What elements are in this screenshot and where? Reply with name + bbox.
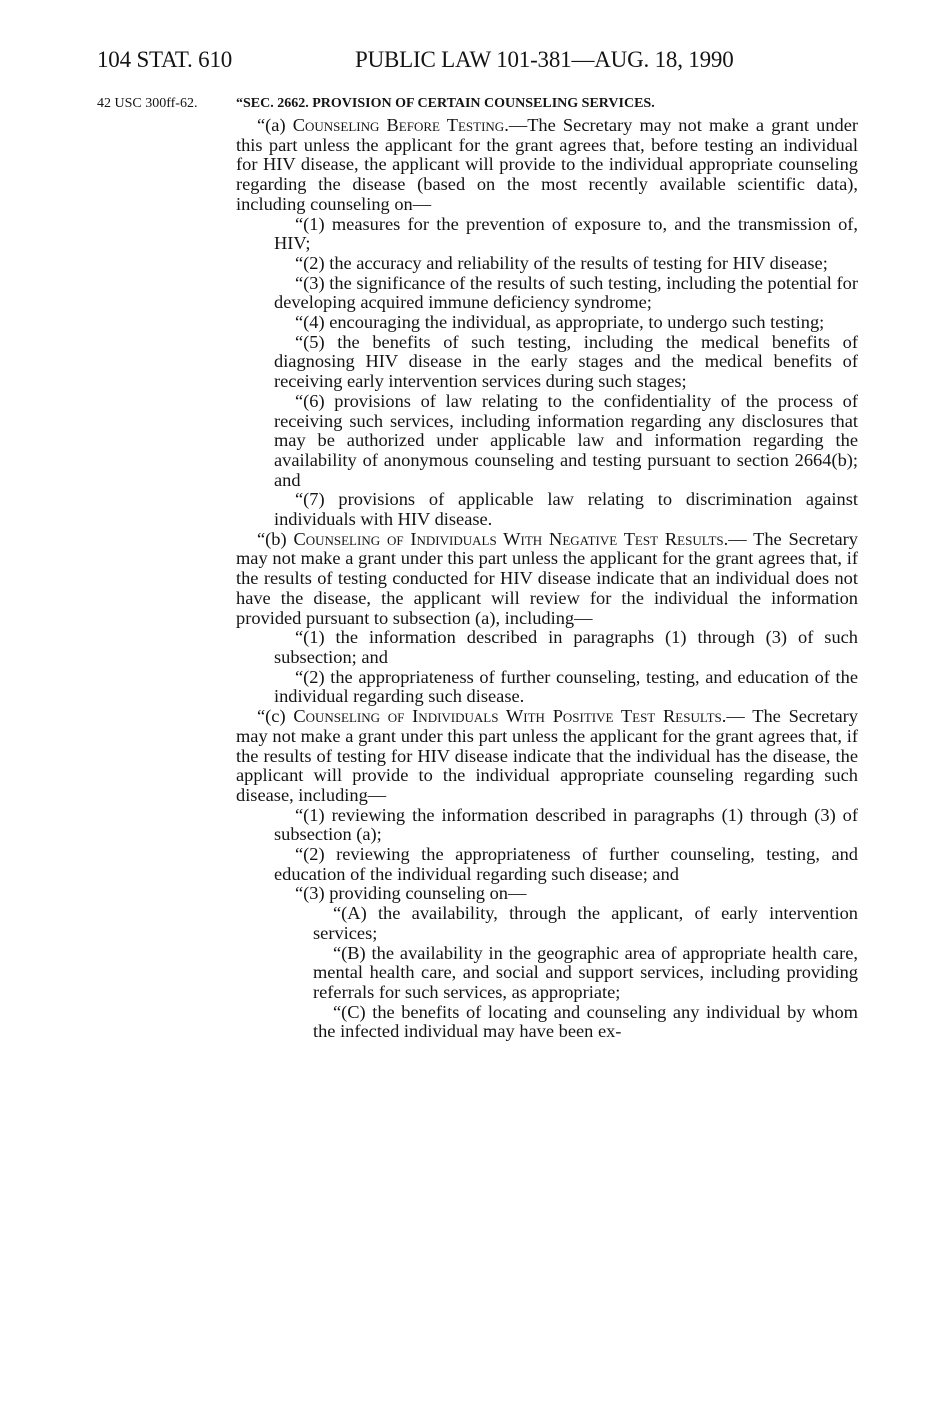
usc-margin-note: 42 USC 300ff-62.	[97, 96, 198, 111]
public-law-header: PUBLIC LAW 101-381—AUG. 18, 1990	[355, 47, 734, 72]
sub-list-item: “(C) the benefits of locating and counseling any individual by whom the infected individual may have been ex-	[313, 1001, 858, 1042]
subsection-a: “(a) Counseling Before Testing.—The Secretary may not make a grant under this part unless the applicant for the grant agrees that, before testing an individual for HIV disease, the applicant will provide to the individual appropriate counseling regarding the disease (based on the most recently available scientific data), including counseling on—	[236, 115, 859, 214]
subsection-c: “(c) Counseling of Individuals With Positive Test Results.— The Secretary may not make a grant under this part unless the applicant for the grant agrees that, if the results of testing for HIV disease indicate that the individual has the disease, the applicant will provide to the individual appropriate counseling regarding such disease, including—	[236, 706, 859, 805]
list-item: “(7) provisions of applicable law relating to discrimination against individuals with HIV disease.	[274, 489, 858, 530]
subsection-c-heading: Counseling of Individuals With Positive Test Results.	[293, 706, 727, 727]
list-item: “(5) the benefits of such testing, including the medical benefits of diagnosing HIV disease in the early stages and the medical benefits of receiving early intervention services during such stages;	[274, 331, 858, 392]
list-item: “(6) provisions of law relating to the confidentiality of the process of receiving such services, including information regarding any disclosures that may be authorized under applicable law and information regarding the availability of anonymous counseling and testing pursuant to section 2664(b); and	[274, 390, 858, 490]
list-item: “(2) reviewing the appropriateness of further counseling, testing, and education of the individual regarding such disease; and	[274, 844, 858, 884]
list-item: “(2) the appropriateness of further counseling, testing, and education of the individual regarding such disease.	[274, 666, 858, 707]
sub-list-item: “(B) the availability in the geographic area of appropriate health care, mental health care, and social and support services, including providing referrals for such services, as appropriate;	[313, 942, 858, 1002]
list-item: “(1) the information described in paragraphs (1) through (3) of such subsection; and	[274, 627, 858, 667]
list-item: “(1) reviewing the information described in paragraphs (1) through (3) of subsection (a);	[274, 804, 858, 845]
list-item: “(3) the significance of the results of such testing, including the potential for developing acquired immune deficiency syndrome;	[274, 272, 858, 313]
section-title: “SEC. 2662. PROVISION OF CERTAIN COUNSELING SERVICES.	[236, 96, 655, 111]
subsection-a-heading: Counseling Before Testing.	[292, 115, 509, 135]
list-item: “(3) providing counseling on—	[295, 883, 527, 904]
list-item: “(1) measures for the prevention of exposure to, and the transmission of, HIV;	[274, 213, 858, 254]
list-item: “(4) encouraging the individual, as appropriate, to undergo such testing;	[295, 312, 825, 333]
section-body	[236, 116, 858, 1042]
subsection-b: “(b) Counseling of Individuals With Negative Test Results.— The Secretary may not make a grant under this part unless the applicant for the grant agrees that, if the results of testing conducted for HIV disease indicate that an individual does not have the disease, the applicant will review for the individual the information provided pursuant to subsection (a), including—	[236, 528, 858, 628]
sub-list-item: “(A) the availability, through the applicant, of early intervention services;	[313, 903, 858, 943]
page-reference: 104 STAT. 610	[97, 47, 233, 72]
list-item: “(2) the accuracy and reliability of the results of testing for HIV disease;	[295, 252, 828, 273]
subsection-b-heading: Counseling of Individuals With Negative Test Results.	[293, 528, 729, 549]
